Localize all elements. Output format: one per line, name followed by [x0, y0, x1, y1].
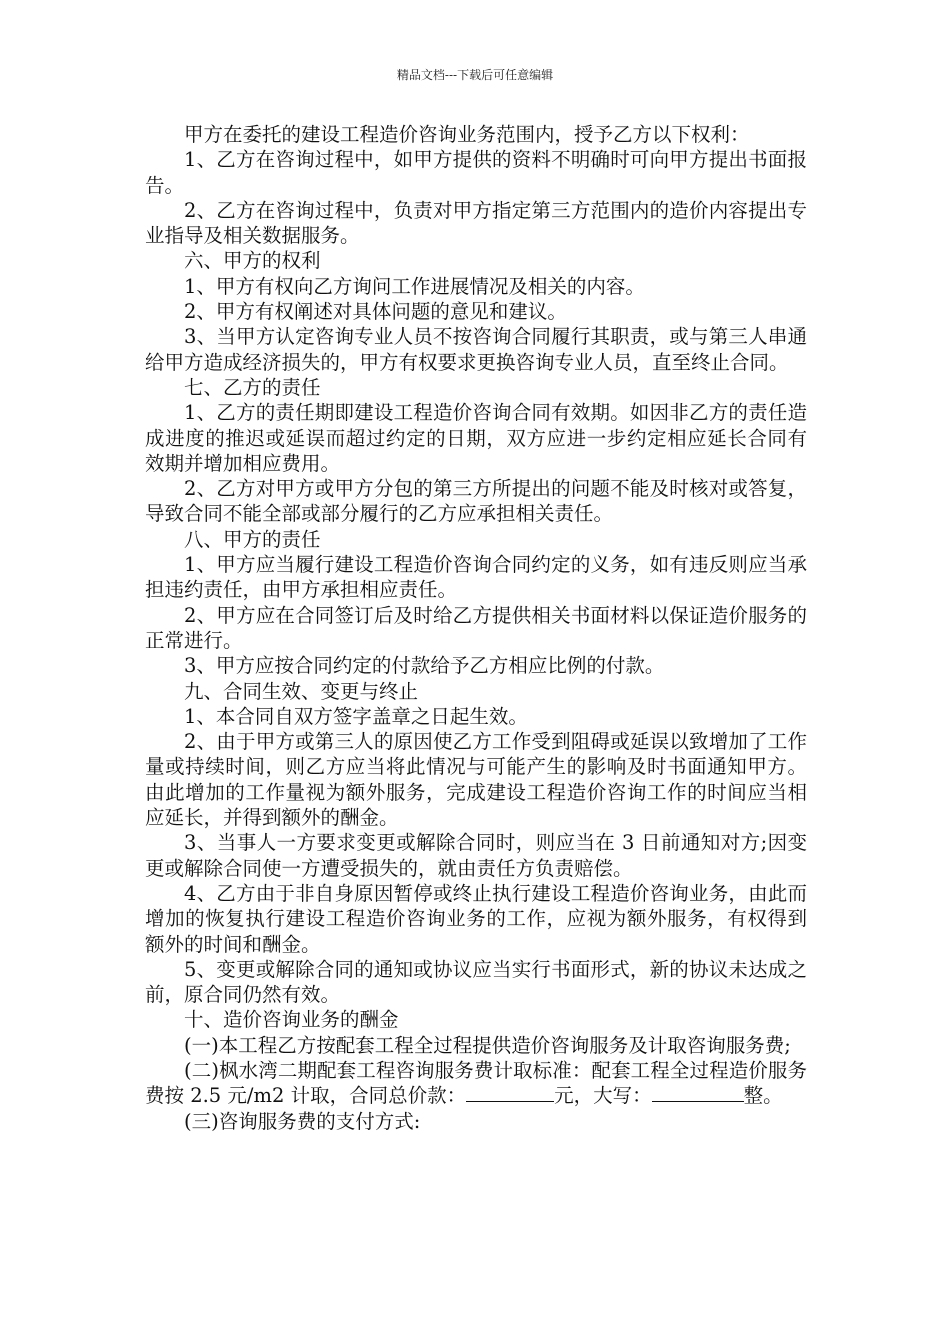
paragraph: 2、乙方对甲方或甲方分包的第三方所提出的问题不能及时核对或答复，导致合同不能全部或部分履行的乙方应承担相关责任。 — [145, 477, 807, 526]
paragraph: 2、甲方有权阐述对具体问题的意见和建议。 — [184, 300, 567, 324]
paragraph: 3、甲方应按合同约定的付款给予乙方相应比例的付款。 — [184, 654, 665, 678]
fee-text-part1: (二)枫水湾二期配套工程咨询服务费计取标准：配套工程全过程造价服务费按 2.5 元/m2 计取，合同总价款： — [145, 1058, 807, 1108]
fee-text-part2: 元，大写： — [554, 1084, 652, 1108]
paragraph: 1、乙方在咨询过程中，如甲方提供的资料不明确时可向甲方提出书面报告。 — [145, 148, 807, 197]
paragraph: 2、由于甲方或第三人的原因使乙方工作受到阻碍或延误以致增加了工作量或持续时间，则乙方应当将此情况与可能产生的影响及时书面通知甲方。由此增加的工作量视为额外服务，完成建设工程造价咨询工作的时间应当相应延长，并得到额外的酬金。 — [145, 730, 807, 830]
paragraph: 2、乙方在咨询过程中，负责对甲方指定第三方范围内的造价内容提出专业指导及相关数据服务。 — [145, 198, 807, 248]
paragraph: 3、当事人一方要求变更或解除合同时，则应当在 3 日前通知对方;因变更或解除合同使一方遭受损失的，就由责任方负责赔偿。 — [145, 831, 807, 880]
total-price-blank — [466, 1083, 554, 1102]
paragraph: 5、变更或解除合同的通知或协议应当实行书面形式，新的协议未达成之前，原合同仍然有效。 — [145, 957, 807, 1007]
paragraph: 4、乙方由于非自身原因暂停或终止执行建设工程造价咨询业务，由此而增加的恢复执行建设工程造价咨询业务的工作，应视为额外服务，有权得到额外的时间和酬金。 — [145, 881, 807, 956]
paragraph: 1、甲方有权向乙方询问工作进展情况及相关的内容。 — [184, 274, 645, 298]
document-body — [145, 122, 807, 1134]
total-price-words-blank — [652, 1083, 744, 1102]
section-heading: 十、造价咨询业务的酬金 — [184, 1008, 399, 1032]
section-heading: 八、甲方的责任 — [184, 527, 321, 551]
paragraph: 甲方在委托的建设工程造价咨询业务范围内，授予乙方以下权利： — [184, 123, 750, 146]
paragraph: (三)咨询服务费的支付方式: — [184, 1109, 421, 1133]
fee-text-part3: 整。 — [743, 1084, 783, 1108]
paragraph: 2、甲方应在合同签订后及时给乙方提供相关书面材料以保证造价服务的正常进行。 — [145, 603, 807, 652]
paragraph: 3、当甲方认定咨询专业人员不按咨询合同履行其职责，或与第三人串通给甲方造成经济损失的，甲方有权要求更换咨询专业人员，直至终止合同。 — [145, 325, 807, 374]
section-heading: 七、乙方的责任 — [184, 375, 321, 399]
paragraph: 1、本合同自双方签字盖章之日起生效。 — [184, 704, 528, 728]
paragraph: (一)本工程乙方按配套工程全过程提供造价咨询服务及计取咨询服务费; — [184, 1033, 791, 1057]
paragraph: 1、甲方应当履行建设工程造价咨询合同约定的义务，如有违反则应当承担违约责任，由甲方承担相应责任。 — [145, 553, 807, 602]
page-header: 精品文档---下载后可任意编辑 — [396, 68, 554, 82]
section-heading: 九、合同生效、变更与终止 — [184, 679, 419, 703]
fee-paragraph — [145, 1058, 807, 1109]
paragraph: 1、乙方的责任期即建设工程造价咨询合同有效期。如因非乙方的责任造成进度的推迟或延误而超过约定的日期，双方应进一步约定相应延长合同有效期并增加相应费用。 — [145, 401, 807, 475]
section-heading: 六、甲方的权利 — [184, 249, 321, 273]
